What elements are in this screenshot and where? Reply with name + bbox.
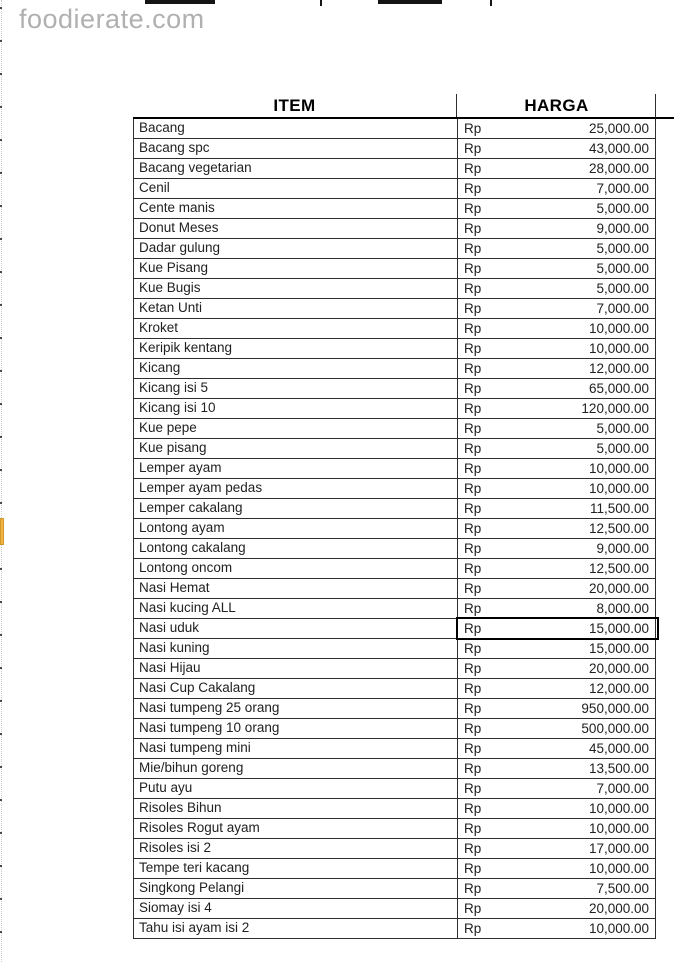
item-cell[interactable]: Lontong ayam [134,519,458,538]
price-value: 10,000.00 [588,800,649,816]
currency-label: Rp [464,260,482,276]
currency-label: Rp [464,900,482,916]
currency-label: Rp [464,860,482,876]
currency-label: Rp [464,560,482,576]
item-cell[interactable]: Bacang spc [134,139,458,158]
item-cell[interactable]: Lontong cakalang [134,539,458,558]
price-value: 7,500.00 [596,880,649,896]
item-cell[interactable]: Risoles Rogut ayam [134,819,458,838]
price-value: 9,000.00 [596,540,649,556]
item-cell[interactable]: Dadar gulung [134,239,458,258]
page-edge-tick-marks [0,7,2,955]
item-cell[interactable]: Mie/bihun goreng [134,759,458,778]
currency-label: Rp [464,220,482,236]
price-value: 10,000.00 [588,860,649,876]
currency-label: Rp [464,160,482,176]
price-cell[interactable] [458,319,657,338]
price-value: 7,000.00 [596,780,649,796]
price-value: 10,000.00 [588,480,649,496]
price-cell[interactable] [458,219,657,238]
price-cell[interactable] [458,659,657,678]
item-cell[interactable]: Bacang [134,119,458,138]
table-row [133,339,656,359]
cropped-gridline-remnant [320,0,322,6]
currency-label: Rp [464,140,482,156]
price-cell[interactable] [458,639,657,658]
price-cell[interactable] [458,479,657,498]
item-cell[interactable]: Donut Meses [134,219,458,238]
item-cell[interactable]: Lemper ayam pedas [134,479,458,498]
table-body [133,119,656,939]
currency-label: Rp [464,720,482,736]
price-cell[interactable] [458,279,657,298]
item-cell[interactable]: Nasi kucing ALL [134,599,458,618]
table-row [133,439,656,459]
item-cell[interactable]: Kicang isi 5 [134,379,458,398]
item-cell[interactable]: Nasi Hemat [134,579,458,598]
price-cell[interactable] [458,839,657,858]
price-cell[interactable] [458,239,657,258]
table-row [133,379,656,399]
price-value: 20,000.00 [588,660,649,676]
currency-label: Rp [464,780,482,796]
price-value: 12,500.00 [588,520,649,536]
item-cell[interactable]: Kue pisang [134,439,458,458]
price-cell[interactable] [458,739,657,758]
item-cell[interactable]: Lemper ayam [134,459,458,478]
item-cell[interactable]: Kue Bugis [134,279,458,298]
table-row [133,259,656,279]
currency-label: Rp [464,760,482,776]
table-row [133,119,656,139]
price-value: 45,000.00 [588,740,649,756]
price-cell[interactable] [458,559,657,578]
item-cell[interactable]: Nasi kuning [134,639,458,658]
currency-label: Rp [464,480,482,496]
table-row [133,499,656,519]
price-value: 11,500.00 [589,500,649,516]
price-cell[interactable] [458,919,657,938]
currency-label: Rp [464,200,482,216]
currency-label: Rp [464,620,482,636]
table-row [133,899,656,919]
item-cell[interactable]: Lemper cakalang [134,499,458,518]
item-cell[interactable]: Siomay isi 4 [134,899,458,918]
price-cell[interactable] [458,399,657,418]
currency-label: Rp [464,680,482,696]
currency-label: Rp [464,880,482,896]
price-cell[interactable] [458,299,657,318]
cropped-text-remnant [378,0,442,4]
header-cell-price[interactable]: HARGA [524,95,589,115]
table-row [133,239,656,259]
currency-label: Rp [464,300,482,316]
price-cell[interactable] [458,419,657,438]
price-cell[interactable] [458,819,657,838]
table-row [133,799,656,819]
table-row [133,359,656,379]
price-value: 12,000.00 [588,680,649,696]
table-row [133,659,656,679]
table-row [133,159,656,179]
currency-label: Rp [464,320,482,336]
currency-label: Rp [464,120,482,136]
price-value: 5,000.00 [596,260,649,276]
price-value: 5,000.00 [596,420,649,436]
table-row [133,599,656,619]
table-row [133,299,656,319]
item-cell[interactable]: Lontong oncom [134,559,458,578]
price-value: 15,000.00 [588,620,649,636]
price-value: 9,000.00 [596,220,649,236]
price-cell[interactable] [458,379,657,398]
price-value: 28,000.00 [588,160,649,176]
price-value: 65,000.00 [588,380,649,396]
currency-label: Rp [464,820,482,836]
table-row [133,859,656,879]
table-row [133,759,656,779]
item-cell[interactable]: Kicang isi 10 [134,399,458,418]
price-cell[interactable] [458,719,657,738]
price-cell[interactable] [458,899,657,918]
item-cell[interactable]: Cenil [134,179,458,198]
price-value: 950,000.00 [581,700,649,716]
currency-label: Rp [464,440,482,456]
table-row [133,739,656,759]
currency-label: Rp [464,920,482,936]
price-value: 7,000.00 [596,180,649,196]
item-cell[interactable]: Tempe teri kacang [134,859,458,878]
price-value: 10,000.00 [588,340,649,356]
table-row [133,179,656,199]
price-value: 10,000.00 [588,920,649,936]
table-row [133,319,656,339]
price-cell[interactable] [458,619,657,638]
price-value: 25,000.00 [588,120,649,136]
item-cell[interactable]: Keripik kentang [134,339,458,358]
table-header-row [133,94,656,119]
currency-label: Rp [464,340,482,356]
table-row [133,879,656,899]
price-cell[interactable] [458,539,657,558]
currency-label: Rp [464,380,482,396]
item-cell[interactable]: Ketan Unti [134,299,458,318]
price-cell[interactable] [458,199,657,218]
watermark-text: foodierate.com [19,4,205,34]
currency-label: Rp [464,360,482,376]
currency-label: Rp [464,460,482,476]
price-value: 120,000.00 [581,400,649,416]
price-value: 12,500.00 [588,560,649,576]
item-cell[interactable]: Kue Pisang [134,259,458,278]
item-cell[interactable]: Kroket [134,319,458,338]
currency-label: Rp [464,640,482,656]
table-row [133,559,656,579]
currency-label: Rp [464,660,482,676]
table-row [133,579,656,599]
table-row [133,519,656,539]
table-row [133,719,656,739]
price-value: 20,000.00 [588,900,649,916]
price-cell[interactable] [458,879,657,898]
item-cell[interactable]: Cente manis [134,199,458,218]
currency-label: Rp [464,240,482,256]
price-cell[interactable] [458,519,657,538]
item-cell[interactable]: Tahu isi ayam isi 2 [134,919,458,938]
price-value: 12,000.00 [588,360,649,376]
price-cell[interactable] [458,359,657,378]
header-border-extension [656,117,674,119]
table-row [133,539,656,559]
currency-label: Rp [464,580,482,596]
currency-label: Rp [464,400,482,416]
menu-price-table [133,94,656,939]
price-value: 10,000.00 [588,320,649,336]
price-value: 20,000.00 [588,580,649,596]
price-cell[interactable] [458,339,657,358]
item-cell[interactable]: Putu ayu [134,779,458,798]
table-row [133,139,656,159]
price-cell[interactable] [458,259,657,278]
price-value: 10,000.00 [588,460,649,476]
table-row [133,399,656,419]
table-row [133,479,656,499]
item-cell[interactable]: Kue pepe [134,419,458,438]
price-cell[interactable] [458,499,657,518]
table-row [133,639,656,659]
price-value: 43,000.00 [588,140,649,156]
currency-label: Rp [464,500,482,516]
table-row [133,839,656,859]
price-cell[interactable] [458,159,657,178]
currency-label: Rp [464,520,482,536]
currency-label: Rp [464,800,482,816]
price-value: 5,000.00 [596,280,649,296]
table-row [133,699,656,719]
item-cell[interactable]: Nasi tumpeng mini [134,739,458,758]
price-value: 7,000.00 [596,300,649,316]
table-row [133,779,656,799]
price-value: 500,000.00 [581,720,649,736]
currency-label: Rp [464,540,482,556]
currency-label: Rp [464,700,482,716]
currency-label: Rp [464,600,482,616]
table-row [133,679,656,699]
price-value: 15,000.00 [588,640,649,656]
price-value: 17,000.00 [588,840,649,856]
cropped-gridline-remnant [490,0,492,6]
currency-label: Rp [464,740,482,756]
item-cell[interactable]: Bacang vegetarian [134,159,458,178]
price-cell[interactable] [458,599,657,618]
table-row [133,279,656,299]
table-row [133,459,656,479]
price-cell[interactable] [458,439,657,458]
price-cell[interactable] [458,699,657,718]
item-cell[interactable]: Kicang [134,359,458,378]
item-cell[interactable]: Nasi Hijau [134,659,458,678]
table-row [133,919,656,939]
currency-label: Rp [464,840,482,856]
item-cell[interactable]: Nasi tumpeng 25 orang [134,699,458,718]
table-row [133,819,656,839]
price-cell[interactable] [458,759,657,778]
price-value: 5,000.00 [596,200,649,216]
item-cell[interactable]: Risoles Bihun [134,799,458,818]
price-value: 13,500.00 [588,760,649,776]
price-cell[interactable] [458,139,657,158]
price-cell[interactable] [458,459,657,478]
price-cell[interactable] [458,679,657,698]
price-value: 5,000.00 [596,240,649,256]
price-value: 8,000.00 [596,600,649,616]
table-row [133,419,656,439]
item-cell[interactable]: Nasi Cup Cakalang [134,679,458,698]
header-cell-item[interactable]: ITEM [133,94,457,117]
price-cell[interactable] [458,779,657,798]
price-cell[interactable] [458,859,657,878]
scroll-position-marker [0,518,4,545]
item-cell[interactable]: Nasi uduk [134,619,458,638]
item-cell[interactable]: Risoles isi 2 [134,839,458,858]
price-value: 5,000.00 [596,440,649,456]
table-row [133,199,656,219]
price-cell[interactable] [458,119,657,138]
currency-label: Rp [464,280,482,296]
table-row [133,619,656,639]
price-cell[interactable] [458,579,657,598]
item-cell[interactable]: Singkong Pelangi [134,879,458,898]
currency-label: Rp [464,180,482,196]
table-row [133,219,656,239]
price-cell[interactable] [458,799,657,818]
price-cell[interactable] [458,179,657,198]
price-value: 10,000.00 [588,820,649,836]
currency-label: Rp [464,420,482,436]
item-cell[interactable]: Nasi tumpeng 10 orang [134,719,458,738]
